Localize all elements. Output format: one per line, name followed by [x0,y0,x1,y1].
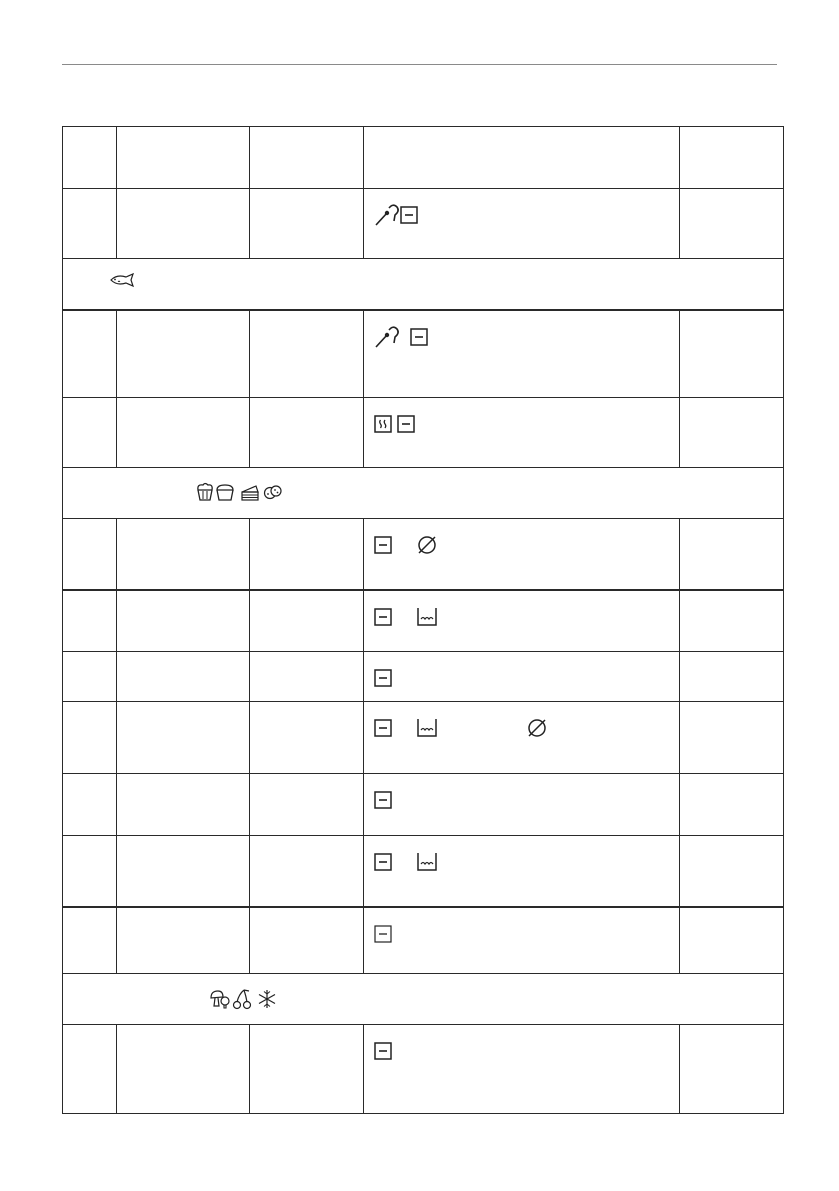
probe-icon [374,203,400,227]
water-tray-icon [416,718,438,738]
section-row-fish [63,259,784,310]
fish-icon [109,273,137,287]
bread-tin-icon [215,482,235,502]
muffin-icon [195,482,215,502]
water-tray-icon [416,607,438,627]
bottom-heat-icon [374,536,392,554]
bottom-heat-icon [410,328,428,346]
bottom-heat-icon [374,719,392,737]
table-row [63,310,784,398]
section-row-vegetables-fruit [63,974,784,1025]
column-header [63,127,117,189]
mushroom-icon [209,989,231,1009]
column-header [117,127,250,189]
table-row [63,907,784,974]
cherries-icon [231,988,253,1010]
bottom-heat-icon [374,791,392,809]
table-row [63,652,784,702]
column-header [680,127,784,189]
table-row [63,398,784,468]
frozen-icon [257,989,277,1009]
column-header [250,127,364,189]
table-row [63,189,784,259]
diameter-icon [526,717,548,739]
bottom-heat-icon [374,669,392,687]
column-header [364,127,680,189]
bottom-heat-icon [374,925,392,943]
table-row [63,590,784,652]
table-row [63,836,784,907]
bottom-heat-icon [397,415,415,433]
section-row-baking [63,468,784,519]
bottom-heat-icon [400,206,418,224]
bottom-heat-icon [374,608,392,626]
table-row [63,1025,784,1114]
table-header-row [63,127,784,189]
bottom-heat-icon [374,1042,392,1060]
diameter-icon [416,534,438,556]
header-rule [62,64,777,65]
table-row [63,702,784,774]
table-row [63,774,784,836]
steam-icon [374,415,394,433]
cake-slice-icon [240,483,260,501]
cooking-program-table [62,126,784,1114]
bottom-heat-icon [374,853,392,871]
cookies-icon [263,484,283,500]
probe-icon [374,325,400,349]
water-tray-icon [416,852,438,872]
table-row [63,519,784,590]
